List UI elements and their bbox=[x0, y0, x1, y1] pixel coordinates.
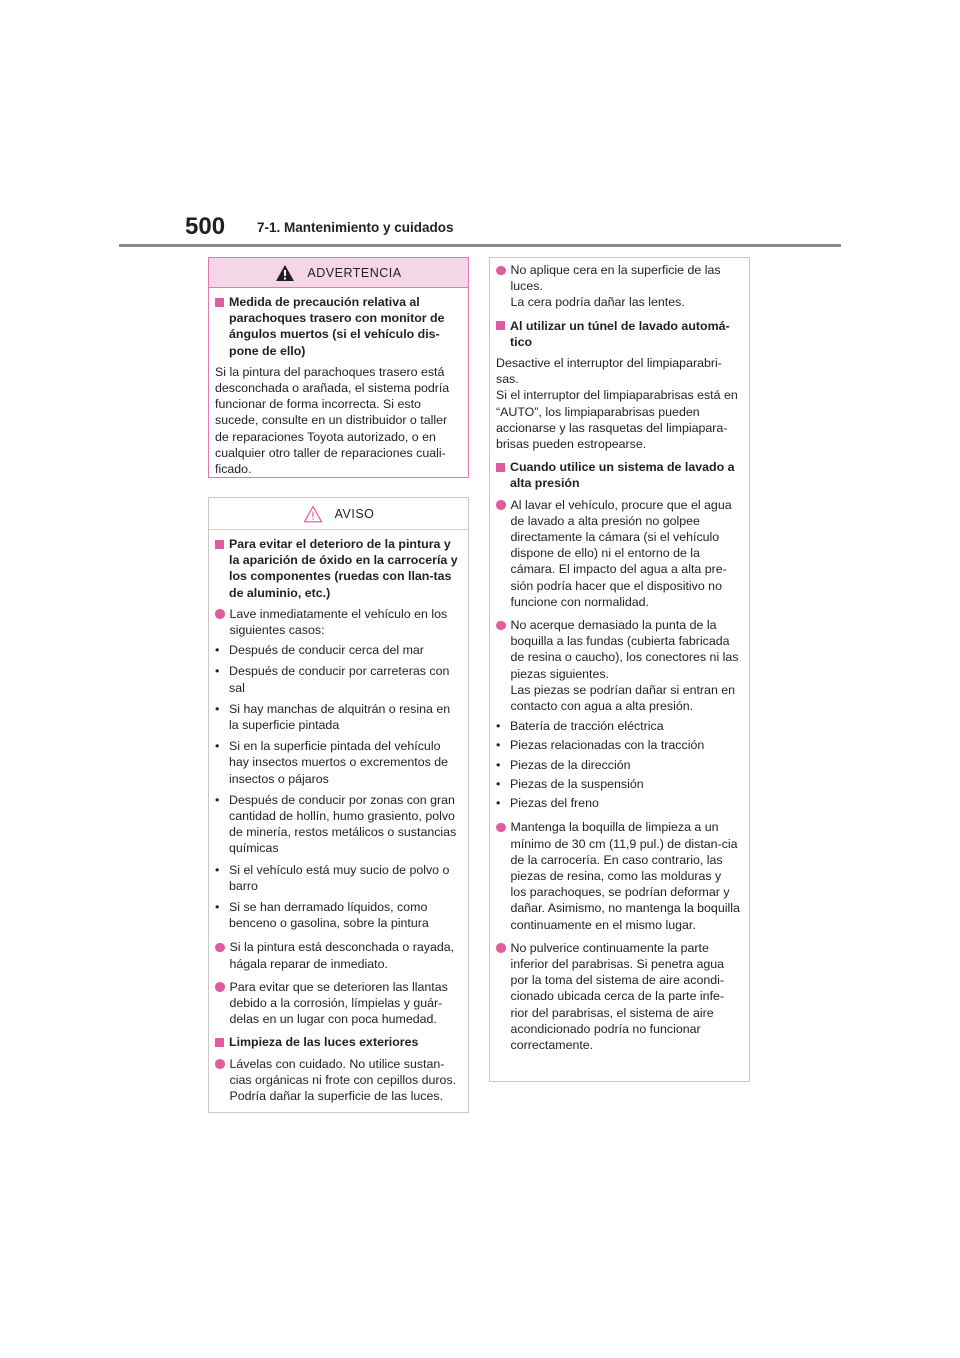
circle-bullet-icon bbox=[496, 621, 506, 631]
warning-heading: Medida de precaución relativa al parachoques trasero con monitor de ángulos muertos (si el vehículo dis-pone de ello) bbox=[215, 294, 459, 359]
warning-body: Si la pintura del parachoques trasero está desconchada o arañada, el sistema podría funcionar de forma incorrecta. Si esto sucede, consulte en un distribuidor o taller de reparaciones Toyota autorizado, o en cualquier otro taller de reparaciones cuali-ficado. bbox=[215, 364, 450, 477]
notice-box-header bbox=[209, 498, 468, 530]
circle-bullet-icon bbox=[496, 500, 506, 510]
notice-title: AVISO bbox=[334, 506, 375, 521]
notice-item-wash: Lave inmediatamente el vehículo en los siguientes casos: bbox=[215, 606, 459, 638]
caution-triangle-icon bbox=[303, 505, 323, 523]
continued-item-distance: Mantenga la boquilla de limpieza a un mínimo de 30 cm (11,9 pul.) de distan-cia de la carrocería. En caso contrario, las piezas de resina, como las molduras y los parachoques, se podrían deformar y dañar. Asimismo, no mantenga la boquilla continuamente en el mismo lugar. bbox=[496, 819, 740, 932]
notice-heading-paint: Para evitar el deterioro de la pintura y la aparición de óxido en la carrocería y los componentes (ruedas con llan-tas de aluminio, etc.) bbox=[215, 536, 459, 601]
warning-triangle-icon bbox=[275, 264, 295, 282]
list-item: • Piezas del freno bbox=[496, 796, 599, 811]
continued-notice-box bbox=[489, 257, 750, 1082]
notice-box bbox=[208, 497, 469, 1113]
list-item: • Piezas de la dirección bbox=[496, 757, 631, 772]
list-item: • Batería de tracción eléctrica bbox=[496, 719, 664, 734]
circle-bullet-icon bbox=[215, 943, 225, 953]
warning-title: ADVERTENCIA bbox=[307, 265, 402, 280]
header-rule bbox=[119, 244, 841, 247]
circle-bullet-icon bbox=[496, 943, 506, 953]
continued-item-nozzle: No acerque demasiado la punta de la boquilla a las fundas (cubierta fabricada de resina o caucho), los conectores ni las piezas siguientes. Las piezas se podrían dañar si entran en contacto con agua a alta presión. bbox=[496, 617, 740, 714]
continued-heading-car-wash: Al utilizar un túnel de lavado automá-tico bbox=[496, 318, 740, 350]
circle-bullet-icon bbox=[215, 1059, 225, 1069]
square-bullet-icon bbox=[496, 463, 505, 472]
list-item: • Piezas relacionadas con la tracción bbox=[496, 738, 705, 753]
continued-item-wax: No aplique cera en la superficie de las luces. La cera podría dañar las lentes. bbox=[496, 262, 740, 311]
list-item: • Si hay manchas de alquitrán o resina en la superficie pintada bbox=[215, 701, 451, 733]
continued-heading-pressure: Cuando utilice un sistema de lavado a alta presión bbox=[496, 459, 740, 491]
notice-item-lights: Lávelas con cuidado. No utilice sustan-cias orgánicas ni frote con cepillos duros. Podría dañar la superficie de las luces. bbox=[215, 1056, 459, 1105]
notice-item-repair: Si la pintura está desconchada o rayada, hágala reparar de inmediato. bbox=[215, 939, 459, 971]
list-item: • Si en la superficie pintada del vehículo hay insectos muertos o excrementos de insectos o pájaros bbox=[215, 739, 449, 786]
warning-box bbox=[208, 257, 469, 478]
list-item: • Después de conducir cerca del mar bbox=[215, 643, 424, 658]
square-bullet-icon bbox=[215, 540, 224, 549]
continued-para-wipers: Desactive el interruptor del limpiaparabri-sas. Si el interruptor del limpiaparabrisas está en “AUTO”, los limpiaparabrisas pueden accionarse y las rasquetas del limpiapara-brisas pueden estropearse. bbox=[496, 356, 738, 452]
circle-bullet-icon bbox=[215, 609, 225, 619]
square-bullet-icon bbox=[496, 321, 505, 330]
list-item: • Después de conducir por zonas con gran cantidad de hollín, humo grasiento, polvo de minería, restos metálicos o sustancias químicas bbox=[215, 792, 457, 856]
section-title: 7-1. Mantenimiento y cuidados bbox=[257, 220, 454, 235]
square-bullet-icon bbox=[215, 298, 224, 307]
square-bullet-icon bbox=[215, 1038, 224, 1047]
continued-item-windshield: No pulverice continuamente la parte inferior del parabrisas. Si penetra agua por la toma del sistema de aire acondi-cionado ubicada cerca de la parte infe-rior del parabrisas, el sistema de aire acondicionado podría no funcionar correctamente. bbox=[496, 940, 740, 1053]
circle-bullet-icon bbox=[215, 982, 225, 992]
circle-bullet-icon bbox=[496, 266, 506, 276]
list-item: • Si el vehículo está muy sucio de polvo o barro bbox=[215, 862, 450, 893]
list-item: • Piezas de la suspensión bbox=[496, 776, 644, 791]
notice-heading-lights: Limpieza de las luces exteriores bbox=[215, 1034, 459, 1050]
continued-item-camera: Al lavar el vehículo, procure que el agua de lavado a alta presión no golpee directamente la cámara (si el vehículo dispone de ello) ni el entorno de la cámara. El impacto del agua a alta pre-sión podría hacer que el dispositivo no funcione con normalidad. bbox=[496, 497, 740, 610]
page-number: 500 bbox=[185, 213, 226, 240]
list-item: • Después de conducir por carreteras con sal bbox=[215, 664, 450, 695]
list-item: • Si se han derramado líquidos, como benceno o gasolina, sobre la pintura bbox=[215, 900, 429, 931]
warning-box-header bbox=[209, 258, 468, 288]
notice-item-wheels: Para evitar que se deterioren las llantas debido a la corrosión, límpielas y guár-delas en un lugar con poca humedad. bbox=[215, 979, 459, 1028]
circle-bullet-icon bbox=[496, 823, 506, 833]
